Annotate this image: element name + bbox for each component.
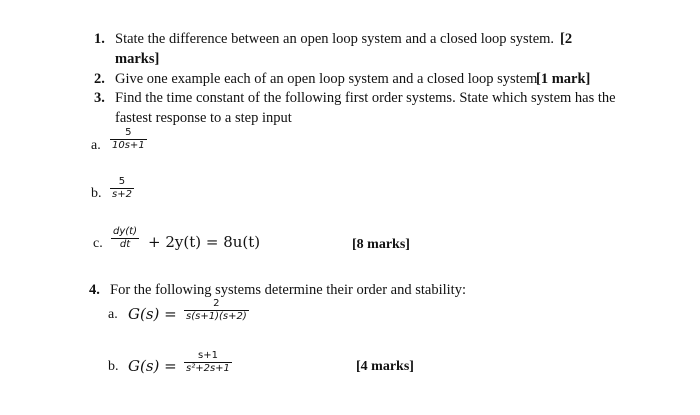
q3c-derivative xyxy=(111,226,139,251)
q3-text-line2: fastest response to a step input xyxy=(115,110,292,126)
q3b-denominator: s+2 xyxy=(112,189,132,200)
q4b-label: b. xyxy=(108,359,119,374)
q3c-equation-rest: + 2y(t) = 8u(t) xyxy=(148,233,261,251)
q3-number: 3. xyxy=(94,90,105,106)
q1-number: 1. xyxy=(94,31,105,47)
q3c-label: c. xyxy=(93,236,103,251)
q1-marks-open: [2 xyxy=(560,31,573,47)
q4b-numerator: s+1 xyxy=(184,350,232,363)
q3c-numerator: dy(t) xyxy=(113,226,137,237)
q3c-denominator: dt xyxy=(119,239,131,250)
q4a-label: a. xyxy=(108,307,118,322)
q1-marks-close: marks] xyxy=(115,51,160,67)
q4a-numerator: 2 xyxy=(184,298,249,311)
q2-text: Give one example each of an open loop system and a closed loop system xyxy=(115,71,538,87)
q3b-label: b. xyxy=(91,186,102,201)
q3a-denominator: 10s+1 xyxy=(112,140,145,151)
q4b-fraction xyxy=(184,350,232,375)
q3b-numerator: 5 xyxy=(110,176,134,189)
q4b-marks: [4 marks] xyxy=(356,359,414,374)
q4a-fraction xyxy=(184,298,249,323)
q2-number: 2. xyxy=(94,71,105,87)
q1-text: State the difference between an open loop system and a closed loop system. xyxy=(115,31,555,47)
q4b-denominator: s²+2s+1 xyxy=(186,363,230,374)
q4b-lhs: G(s) = xyxy=(128,357,177,375)
q3b-fraction xyxy=(110,176,134,201)
q4a-lhs: G(s) = xyxy=(128,305,177,323)
q4-text: For the following systems determine their order and stability: xyxy=(110,282,466,298)
q3-text-line1: Find the time constant of the following first order systems. State which system has the xyxy=(115,90,616,106)
q3c-marks: [8 marks] xyxy=(352,237,410,252)
q4-number: 4. xyxy=(89,282,100,298)
q3a-numerator: 5 xyxy=(110,127,147,140)
q2-marks: [1 mark] xyxy=(536,71,591,87)
q4a-denominator: s(s+1)(s+2) xyxy=(186,311,247,322)
q3a-fraction xyxy=(110,127,147,152)
q3a-label: a. xyxy=(91,138,101,153)
